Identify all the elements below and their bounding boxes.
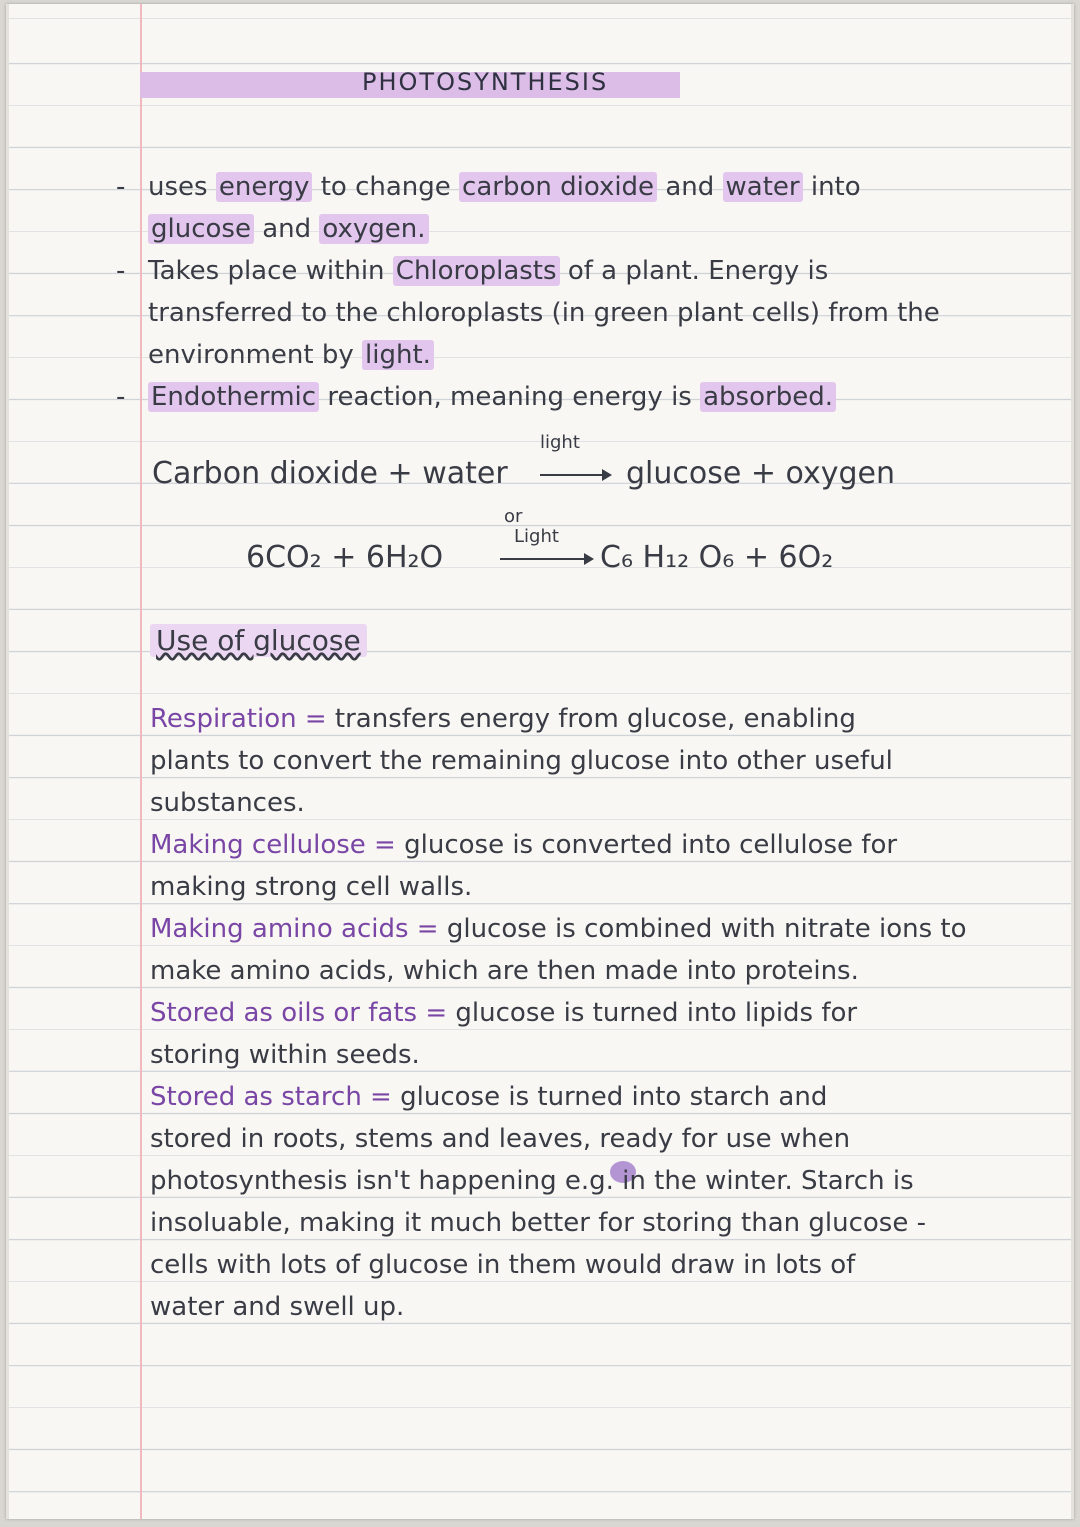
use-starch-line-3: photosynthesis isn't happening e.g. in the winter. Starch is [150, 1166, 914, 1196]
use-amino-acids-line-1: Making amino acids = glucose is combined with nitrate ions to [150, 914, 967, 944]
bullet-dash: - [116, 256, 126, 286]
page-edge [1071, 4, 1074, 1519]
use-starch-line-1: Stored as starch = glucose is turned into starch and [150, 1082, 828, 1112]
symbol-equation-products: C₆ H₁₂ O₆ + 6O₂ [600, 540, 834, 575]
margin-line [140, 4, 142, 1519]
word-equation-condition: light [540, 432, 580, 453]
use-amino-acids-line-2: make amino acids, which are then made into proteins. [150, 956, 859, 986]
bullet-3-line-1: Endothermic reaction, meaning energy is absorbed. [148, 380, 836, 414]
page-title: PHOTOSYNTHESIS [362, 68, 609, 96]
bullet-2-line-1: Takes place within Chloroplasts of a plant. Energy is [148, 256, 829, 286]
section-heading: Use of glucose [150, 624, 367, 657]
use-starch-line-4: insoluable, making it much better for storing than glucose - [150, 1208, 926, 1238]
bullet-2-line-3: environment by light. [148, 338, 434, 372]
word-equation-reactants: Carbon dioxide + water [152, 456, 508, 491]
bullet-1-line-1: uses energy to change carbon dioxide and water into [148, 172, 861, 202]
bullet-2-line-2: transferred to the chloroplasts (in green plant cells) from the [148, 298, 940, 328]
use-starch-line-6: water and swell up. [150, 1292, 405, 1322]
use-cellulose-line-2: making strong cell walls. [150, 872, 473, 902]
bullet-dash: - [116, 172, 126, 202]
symbol-equation-condition: Light [514, 526, 559, 547]
use-starch-line-5: cells with lots of glucose in them would draw in lots of [150, 1250, 856, 1280]
or-label: or [504, 506, 523, 527]
use-cellulose-line-1: Making cellulose = glucose is converted into cellulose for [150, 830, 898, 860]
page-edge [6, 4, 9, 1519]
reaction-arrow [540, 474, 610, 476]
use-oils-fats-line-2: storing within seeds. [150, 1040, 420, 1070]
use-respiration-line-2: plants to convert the remaining glucose into other useful [150, 746, 893, 776]
symbol-equation-reactants: 6CO₂ + 6H₂O [246, 540, 444, 575]
reaction-arrow [500, 558, 592, 560]
use-respiration-line-3: substances. [150, 788, 305, 818]
use-oils-fats-line-1: Stored as oils or fats = glucose is turned into lipids for [150, 998, 858, 1028]
word-equation-products: glucose + oxygen [626, 456, 895, 491]
use-starch-line-2: stored in roots, stems and leaves, ready for use when [150, 1124, 851, 1154]
bullet-dash: - [116, 382, 126, 412]
use-respiration-line-1: Respiration = transfers energy from glucose, enabling [150, 704, 856, 734]
bullet-1-line-2: glucose and oxygen. [148, 212, 429, 246]
